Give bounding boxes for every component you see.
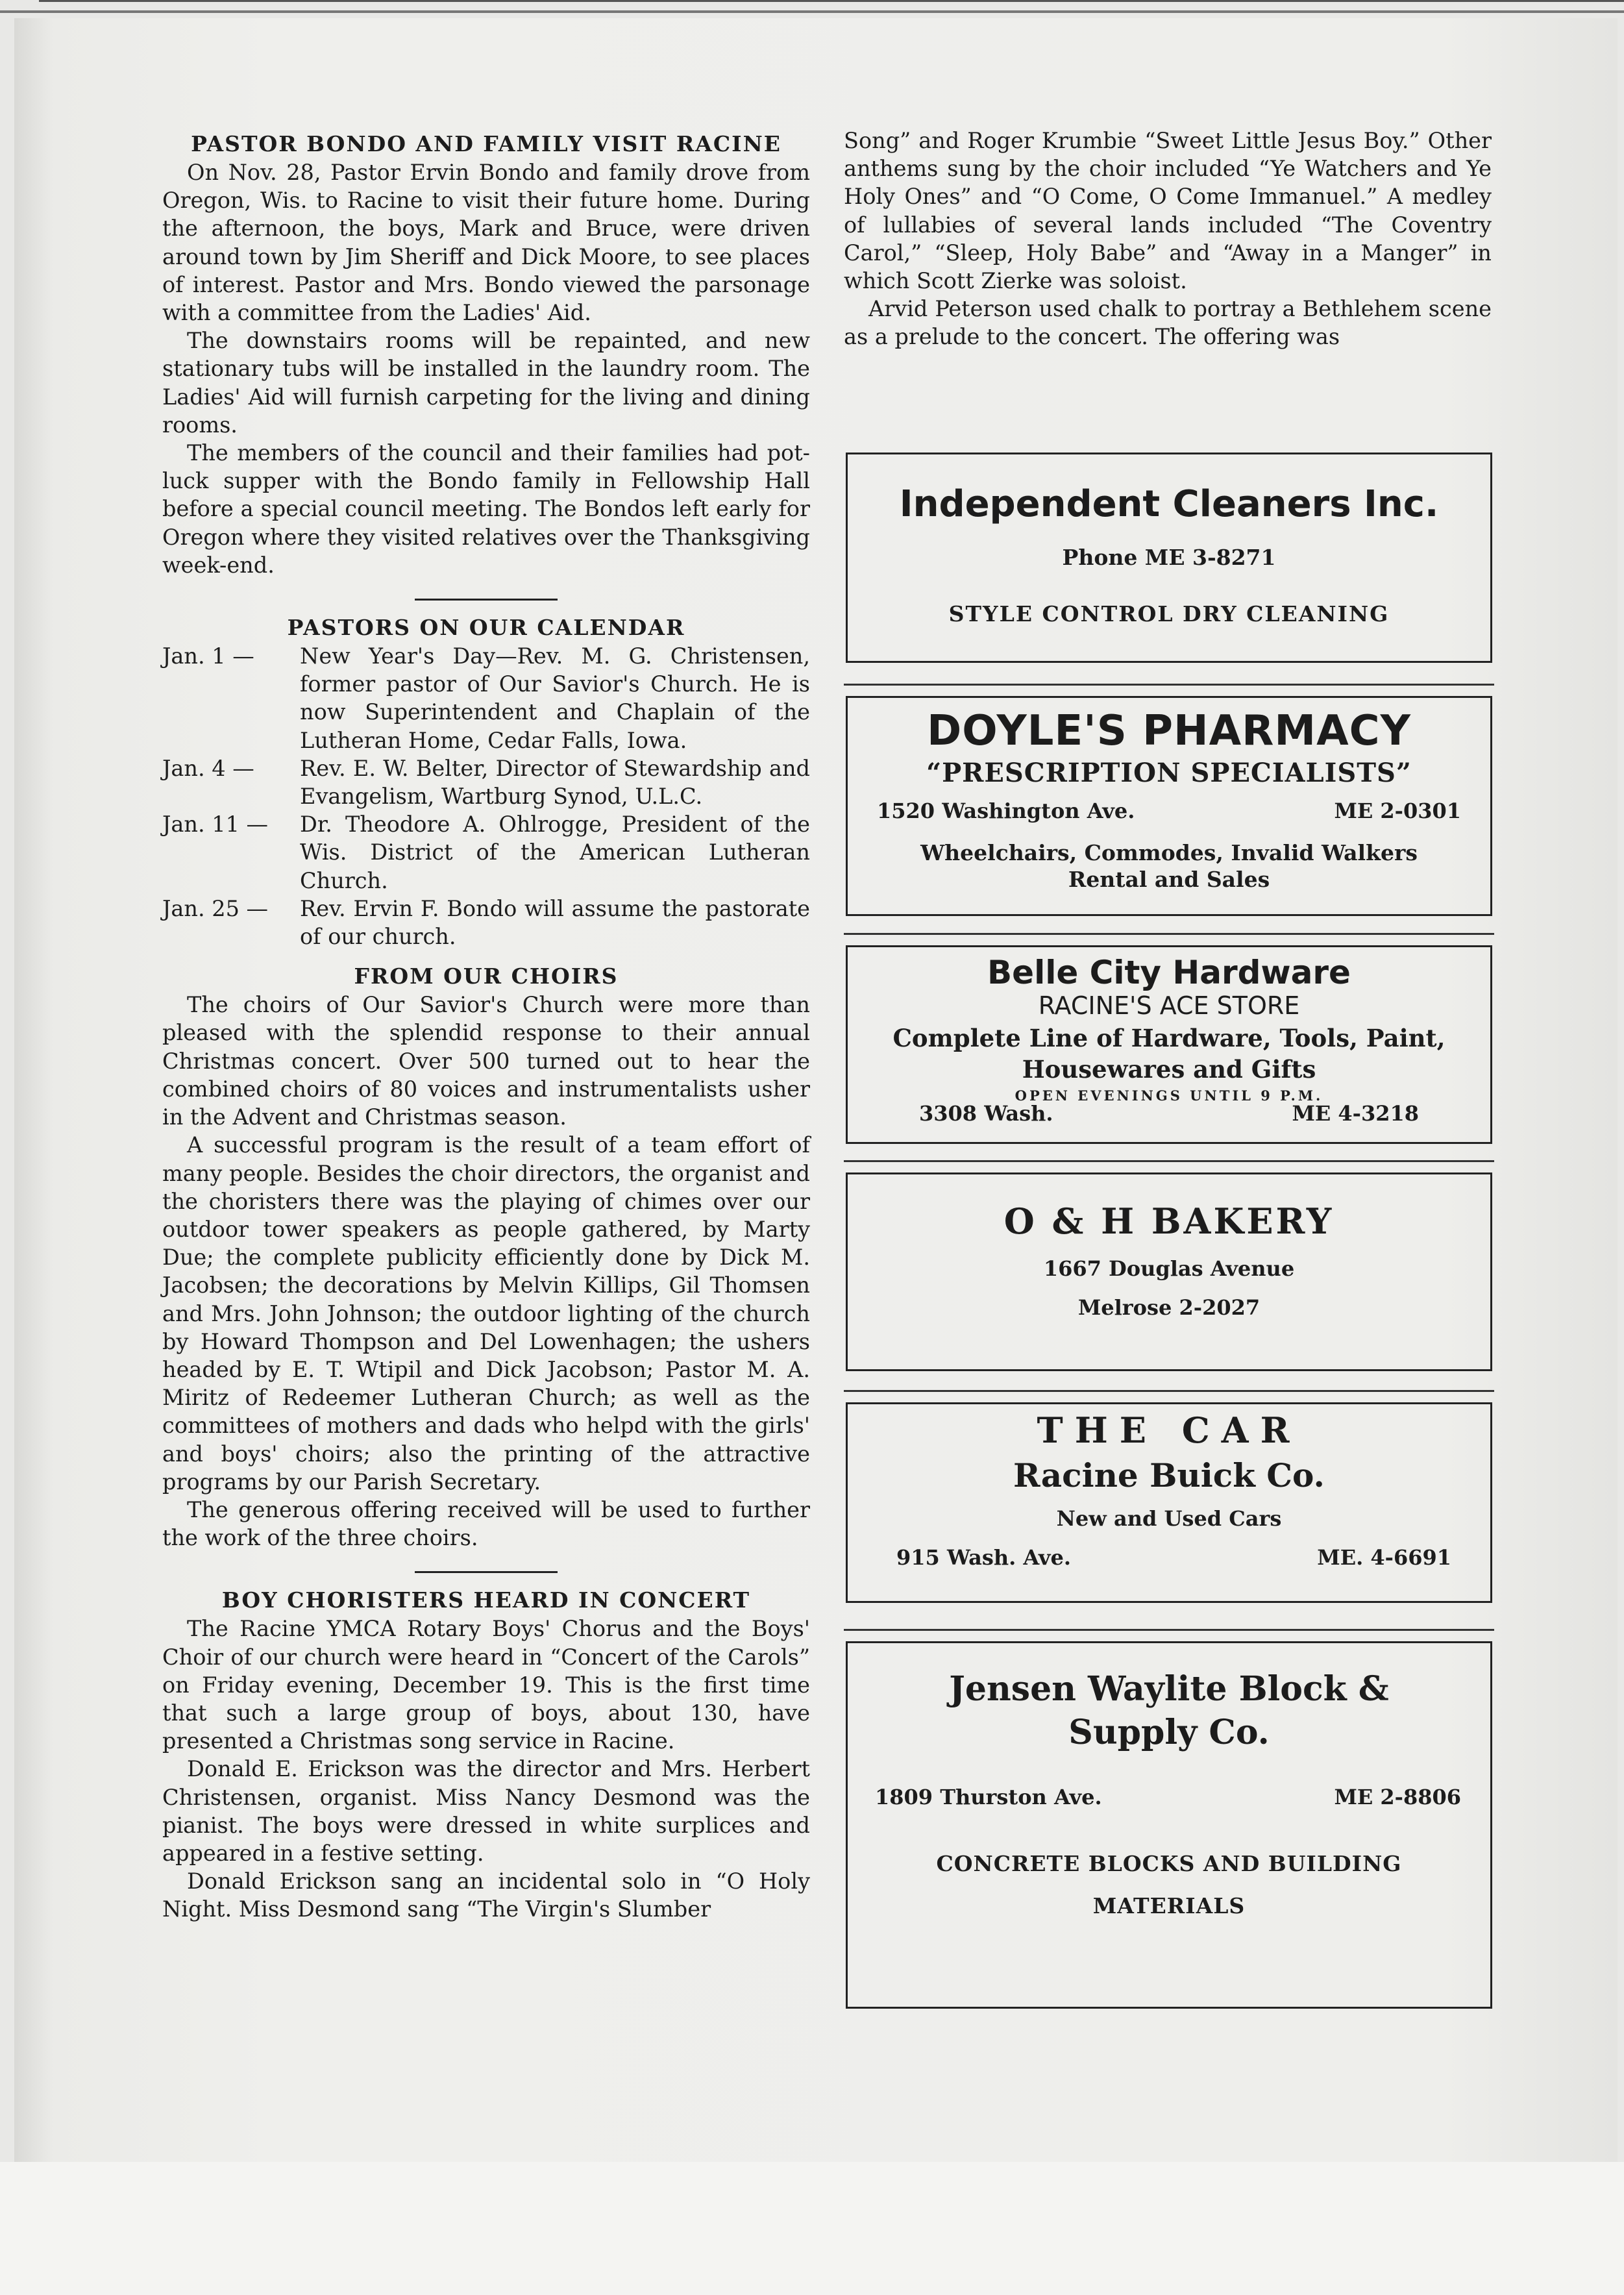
article-title-calendar: PASTORS ON OUR CALENDAR [287,615,685,641]
ad-tagline: “PRESCRIPTION SPECIALISTS” [926,758,1412,788]
ad-title: Independent Cleaners Inc. [899,483,1439,525]
ad-title: THE CAR [1037,1409,1301,1451]
ad-phone: ME 2-8806 [1334,1785,1461,1809]
article-paragraph: The downstairs rooms will be repainted, and new stationary tubs will be installed in the laundry room. The Ladies' Aid will furnish carpeting for the living and dining rooms. [162,328,810,438]
ad-oh-bakery [846,1172,1492,1371]
ad-border-rule [844,933,1494,940]
article-title-choirs: FROM OUR CHOIRS [354,963,619,989]
article-paragraph: The generous offering received will be used to further the work of the three choirs. [162,1496,810,1551]
ad-address: 3308 Wash. [919,1101,1053,1126]
ad-title: DOYLE'S PHARMACY [927,707,1411,755]
ad-contact-row [848,1545,1490,1570]
calendar-date: Jan. 1 — [162,643,254,669]
ad-subtitle: Racine Buick Co. [1013,1456,1325,1495]
calendar-text: Rev. Ervin F. Bondo will assume the pastorate of our church. [300,895,810,950]
article-title-boys: BOY CHORISTERS HEARD IN CONCERT [221,1587,751,1613]
ad-line: CONCRETE BLOCKS AND BUILDING [936,1851,1402,1876]
ad-border-rule [844,684,1494,691]
ad-border-rule [844,1160,1494,1167]
article-paragraph: On Nov. 28, Pastor Ervin Bondo and family drove from Oregon, Wis. to Racine to visit their future home. During the afternoon, the boys, Mark and Bruce, were driven around town by Jim Sheriff and Dick Moore, to see places of interest. Pastor and Mrs. Bondo viewed the parsonage with a committee from the Ladies' Aid. [162,160,810,326]
ad-title: O & H BAKERY [1003,1200,1335,1242]
ad-hours: OPEN EVENINGS UNTIL 9 P.M. [1015,1087,1323,1104]
article-paragraph: The members of the council and their families had pot-luck supper with the Bondo family in Fellowship Hall before a special council meeting. The Bondos left early for Oregon where they visited relatives over the Thanksgiving week-end. [162,440,810,578]
ad-jensen-waylite [846,1641,1492,2009]
calendar-date: Jan. 25 — [162,895,269,921]
article-paragraph-continued: Arvid Peterson used chalk to portray a Bethlehem scene as a prelude to the concert. The offering was [844,296,1492,350]
ad-phone: ME 2-0301 [1334,799,1461,823]
ad-phone: Phone ME 3-8271 [1062,545,1276,570]
ad-border-rule [844,1390,1494,1397]
ad-address: 1809 Thurston Ave. [875,1785,1102,1809]
ad-contact-row [848,1101,1490,1126]
ad-line: Complete Line of Hardware, Tools, Paint, [892,1024,1446,1052]
calendar-text: Rev. E. W. Belter, Director of Stewardship and Evangelism, Wartburg Synod, U.L.C. [300,755,810,810]
ad-line: MATERIALS [1092,1893,1246,1918]
article-paragraph: Donald E. Erickson was the director and Mrs. Herbert Christensen, organist. Miss Nancy Desmond was the pianist. The boys were dressed in white surplices and appeared in a festive setting. [162,1756,810,1866]
ad-racine-buick [846,1402,1492,1603]
ad-belle-city-hardware [846,945,1492,1144]
article-paragraph: The Racine YMCA Rotary Boys' Chorus and the Boys' Choir of our church were heard in “Concert of the Carols” on Friday evening, December 19. This is the first time that such a large group of boys, about 130, have presented a Christmas song service in Racine. [162,1616,810,1754]
ad-address: 915 Wash. Ave. [896,1545,1072,1570]
ad-phone: ME 4-3218 [1292,1101,1419,1126]
article-paragraph: A successful program is the result of a team effort of many people. Besides the choir directors, the organist and the choristers there was the playing of chimes over our outdoor tower speakers as people gathered, by Marty Due; the complete publicity efficiently done by Dick M. Jacobsen; the decorations by Melvin Killips, Gil Thomsen and Mrs. John Johnson; the outdoor lighting of the church by Howard Thompson and Del Lowenhagen; the ushers headed by E. T. Wtipil and Dick Jacobson; Pastor M. A. Miritz of Redeemer Lutheran Church; as well as the committees of mothers and dads who helpd with the girls' and boys' choirs; also the printing of the attractive programs by our Parish Secretary. [162,1132,810,1495]
ad-doyles-pharmacy [846,696,1492,916]
article-paragraph: The choirs of Our Savior's Church were more than pleased with the splendid response to their annual Christmas concert. Over 500 turned out to hear the combined choirs of 80 voices and instrumentalists usher in the Advent and Christmas season. [162,992,810,1130]
calendar-entry [162,754,810,810]
calendar-entry [162,895,810,950]
ad-contact-row [848,1785,1490,1809]
ad-title: Supply Co. [1068,1713,1270,1752]
ad-subtitle: RACINE'S ACE STORE [1038,991,1300,1020]
ad-contact-row [848,799,1490,823]
calendar-date: Jan. 11 — [162,812,269,837]
left-column [162,130,810,1924]
ad-phone: Melrose 2-2027 [1077,1295,1261,1320]
ad-independent-cleaners [846,453,1492,663]
calendar-entry [162,642,810,754]
calendar-entry [162,810,810,895]
ad-border-rule [844,1629,1494,1636]
ad-address: 1667 Douglas Avenue [1043,1256,1295,1281]
top-edge [0,10,1624,13]
ad-tagline: STYLE CONTROL DRY CLEANING [948,601,1390,626]
ad-line: Housewares and Gifts [1022,1055,1316,1084]
calendar-text: New Year's Day—Rev. M. G. Christensen, former pastor of Our Savior's Church. He is now Superintendent and Chaplain of the Lutheran Home, Cedar Falls, Iowa. [300,643,810,753]
ad-line: Rental and Sales [1068,867,1270,892]
right-column [844,127,1492,351]
ad-phone: ME. 4-6691 [1317,1545,1451,1570]
article-paragraph-continued: Song” and Roger Krumbie “Sweet Little Jesus Boy.” Other anthems sung by the choir included “Ye Watchers and Ye Holy Ones” and “O Come, O Come Immanuel.” A medley of lullabies of several lands included “The Coventry Carol,” “Sleep, Holy Babe” and “Away in a Manger” in which Scott Zierke was soloist. [844,128,1492,294]
ad-title: Jensen Waylite Block & [949,1669,1389,1709]
calendar-list [162,642,810,950]
calendar-date: Jan. 4 — [162,755,254,781]
section-divider [415,599,558,601]
ad-title: Belle City Hardware [987,954,1351,991]
ad-address: 1520 Washington Ave. [877,799,1135,823]
ad-line: Wheelchairs, Commodes, Invalid Walkers [920,840,1418,865]
article-paragraph: Donald Erickson sang an incidental solo in “O Holy Night. Miss Desmond sang “The Virgin's Slumber [162,1868,810,1922]
calendar-text: Dr. Theodore A. Ohlrogge, President of the Wis. District of the American Lutheran Church. [300,812,810,893]
top-rule [39,0,1624,2]
ad-tagline: New and Used Cars [1056,1506,1282,1531]
section-divider [415,1571,558,1573]
background-surface [0,2162,1624,2295]
article-title-bondo: PASTOR BONDO AND FAMILY VISIT RACINE [191,131,781,156]
